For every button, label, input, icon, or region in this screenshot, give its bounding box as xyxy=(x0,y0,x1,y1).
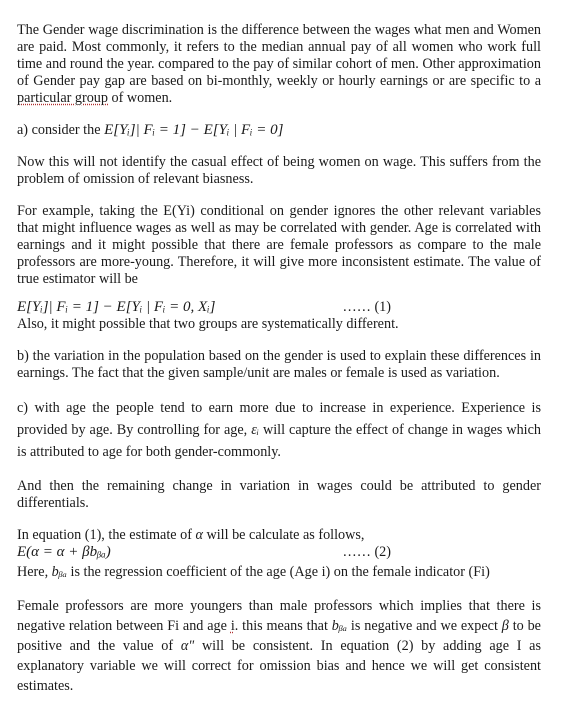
document-page xyxy=(17,22,541,696)
paragraph-systematic: Also, it might possible that two groups are systematically different. xyxy=(17,316,399,332)
conclusion-text-b: . this means that xyxy=(234,618,332,634)
symbol-epsilon: εᵢ xyxy=(251,422,260,438)
paragraph-a xyxy=(17,122,541,139)
paragraph-example: For example, taking the E(Yi) conditional on gender ignores the other relevant variables that might influence wages as well as may be correlated with gender. Age is correlated with earnings and it might possible that there are female professors as compare to the male professors are more-young. Therefore, it will give more inconsistent estimate. The value of true estimator will be xyxy=(17,203,541,287)
part-c-text: c) with age the people tend to earn more due to increase in experience. Experience is provided by age. By controlling for age, xyxy=(17,400,541,438)
paragraph-eq1-estimate xyxy=(17,527,541,544)
part-c-text-end: will capture the effect of change in wages which is attributed to age for both gender-commonly. xyxy=(17,422,542,460)
here-text: Here, xyxy=(17,564,52,580)
symbol-alpha: α xyxy=(195,527,203,543)
equation-2-ref: …… (2) xyxy=(342,544,391,560)
paragraph-c xyxy=(17,397,541,463)
symbol-beta: β xyxy=(501,618,509,634)
symbol-alpha-prime: αʺ xyxy=(180,638,195,654)
paragraph-female-professors xyxy=(17,596,541,696)
equation-1-ref: …… (1) xyxy=(342,299,391,315)
paragraph-intro xyxy=(17,22,541,107)
intro-text: The Gender wage discrimination is the difference between the wages what men and Women are paid. Most commonly, it refers to the median annual pay of all women who work full time and round the year. compared to the pay of similar cohort of men. Other approximation of Gender pay gap are based on bi-monthly, weekly or hourly earnings or are specific to a xyxy=(17,22,541,89)
equation-1 xyxy=(17,299,541,316)
estimate-text-end: will be calculate as follows, xyxy=(202,527,365,543)
estimate-text: In equation (1), the estimate of xyxy=(17,527,196,543)
underlined-phrase: particular group xyxy=(17,90,108,106)
part-a-label: a) consider the xyxy=(17,122,105,138)
paragraph-here xyxy=(17,564,541,581)
symbol-b-coef-2: bᵦₐ xyxy=(331,618,348,634)
symbol-b-coef: bᵦₐ xyxy=(51,564,67,580)
formula-bias: E(α = α + βbᵦₐ) xyxy=(17,544,111,560)
conclusion-text-c: is negative and we expect xyxy=(347,618,502,634)
formula-conditional-diff: E[Yᵢ]| Fᵢ = 1] − E[Yᵢ | Fᵢ = 0] xyxy=(104,122,284,138)
equation-2 xyxy=(17,544,541,561)
intro-text-end: of women. xyxy=(108,90,173,106)
conclusion-text-d: to be positive and the value of xyxy=(17,618,541,654)
here-text-end: is the regression coefficient of the age (Age i) on the female indicator (Fi) xyxy=(66,564,490,580)
formula-true-estimator: E[Yᵢ]| Fᵢ = 1] − E[Yᵢ | Fᵢ = 0, Xᵢ] xyxy=(17,299,216,315)
conclusion-text-a: Female professors are more youngers than male professors which implies that there is negative relation between Fi and age xyxy=(17,598,541,634)
paragraph-remaining: And then the remaining change in variation in wages could be attributed to gender differentials. xyxy=(17,478,541,511)
paragraph-b: b) the variation in the population based on the gender is used to explain these differences in earnings. The fact that the given sample/unit are males or female is used as variation. xyxy=(17,348,541,381)
paragraph-causal: Now this will not identify the casual effect of being women on wage. This suffers from the problem of omission of relevant biasness. xyxy=(17,154,541,187)
underlined-i: i xyxy=(230,618,235,634)
conclusion-text-e: will be consistent. In equation (2) by adding age I as explanatory variable we will correct for omission bias and hence we will get consistent estimates. xyxy=(17,638,541,694)
